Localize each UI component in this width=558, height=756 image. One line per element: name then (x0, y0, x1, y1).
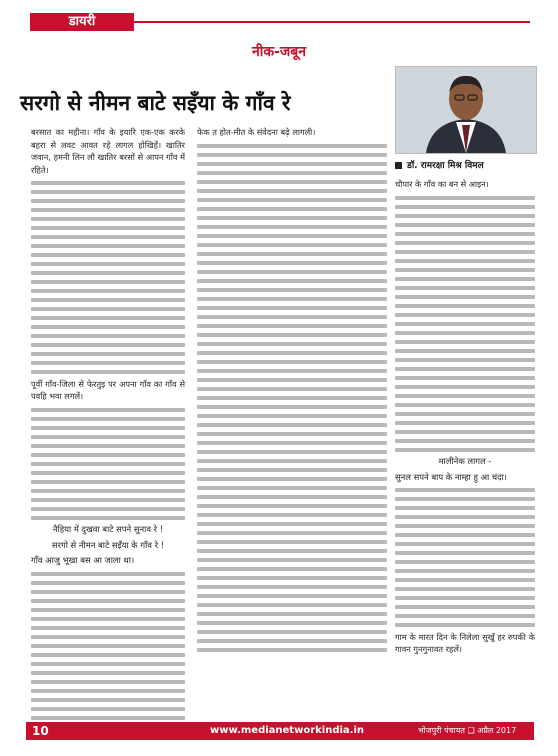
section-tag: डायरी (30, 13, 134, 31)
footer-meta: भोजपुरी पंचायत ❑ अप्रैल 2017 (418, 726, 517, 735)
quote-line: सरगो से नीमन बाटे सइँया के गाँव रे ! (51, 539, 165, 550)
poem-title: मालीनेक लागल - (438, 456, 492, 466)
quote-line: नैहिया में दुखवा बाटे सपने सुनाव रे ! (52, 524, 164, 534)
footer-url[interactable]: www.medianetworkindia.in (210, 725, 365, 736)
section-rule (134, 21, 530, 23)
poem-line: सुनल सपने बाप के नाम्हा हु आ चंदा। (395, 471, 507, 482)
body-column-1 (31, 126, 185, 721)
author-name: डॉ. रामरक्षा मिश्र विमल (407, 161, 484, 171)
paragraph: पूर्वी गाँव-जिला से फेरतुइ पर अपना गाँव का गाँव से पवहि भवा लगलें। (31, 378, 185, 401)
page-number: 10 (32, 724, 49, 738)
body-column-2 (197, 126, 387, 721)
author-photo (395, 66, 537, 154)
paragraph: फेक त होत-मीत के संवेदना बढ़े लागली। (197, 127, 316, 137)
author-portrait-icon (396, 67, 536, 153)
headline: सरगो से नीमन बाटे सइँया के गाँव रे (20, 91, 291, 115)
paragraph: गाम के मारत दिन के निलेला सुखुँ हर रुपकी के गावन गुनगुनावत रहलें। (395, 631, 535, 654)
paragraph-line: गाँव आजु भूखा बस आ जाला था। (31, 555, 135, 565)
byline (395, 158, 545, 171)
paragraph: चौपार के गाँव का बन से आइन। (395, 179, 489, 189)
body-column-3 (395, 178, 535, 723)
kicker: नीक-जबून (251, 44, 307, 60)
paragraph: बरसात का महीना। गाँव के इयारि एक-एक करके बहरा से लवट आवत रहे लागल होखिहें। खातिर जवान, हमनी लिन लौ खातिर बरसों से आपन गाँव में रहिते। (31, 127, 185, 175)
